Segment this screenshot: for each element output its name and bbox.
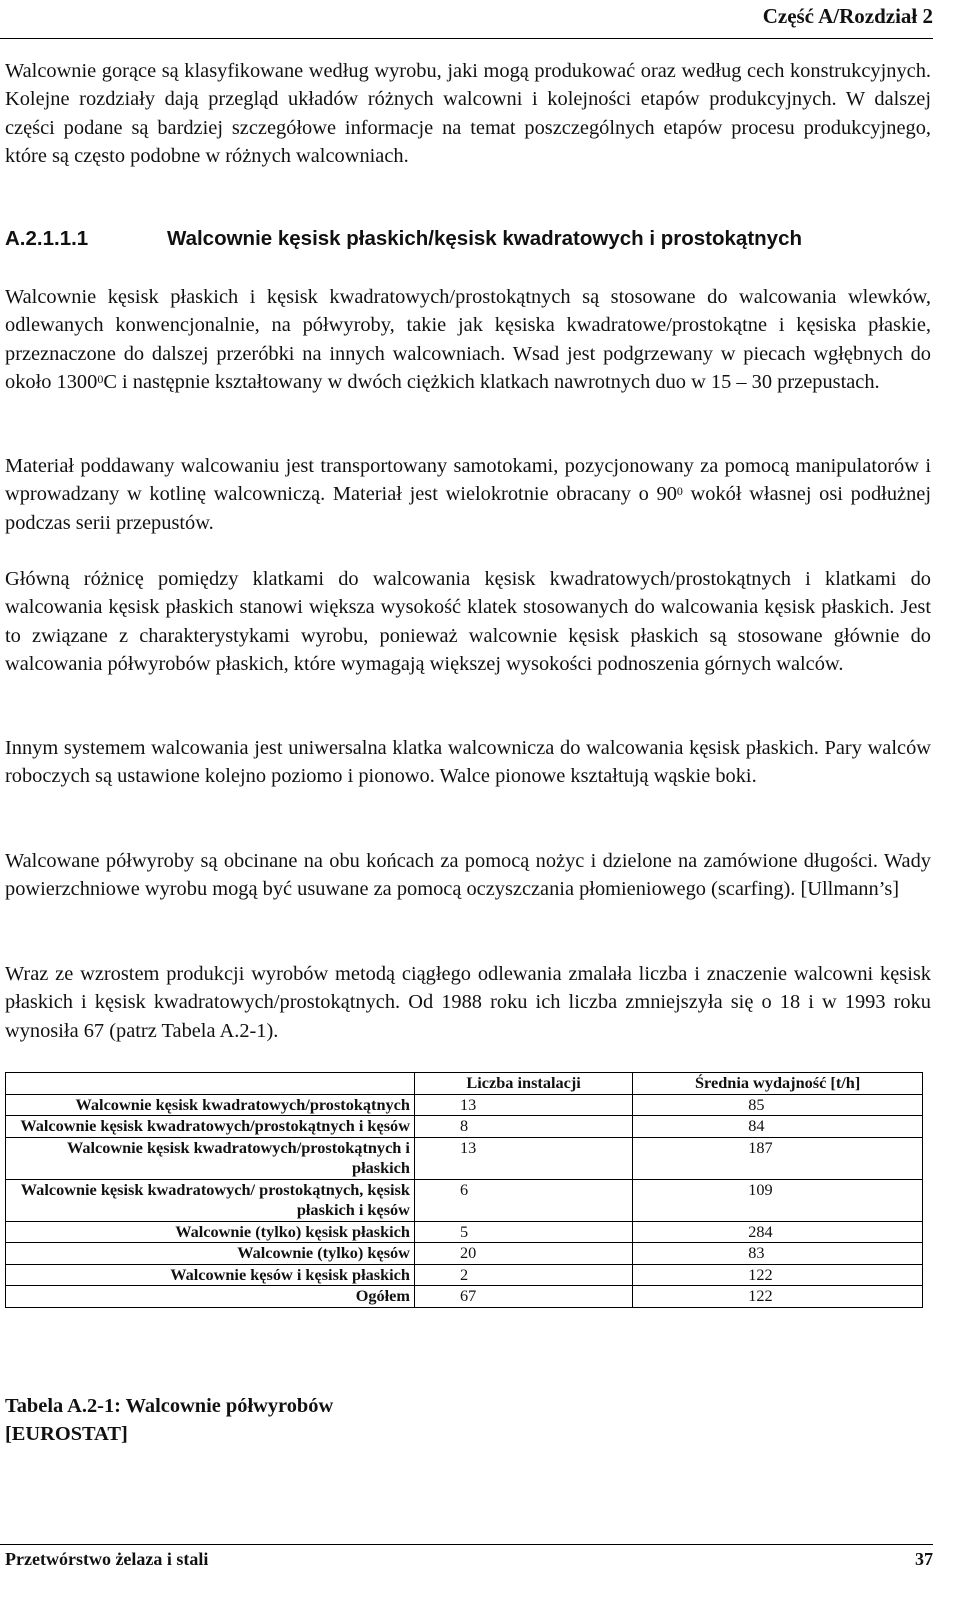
paragraph-slab-mills: Walcownie kęsisk płaskich i kęsisk kwadratowych/prostokątnych są stosowane do walcowania wlewków, odlewanych konwencjonalnie, na półwyroby, takie jak kęsiska kwadratowe/prostokątne i kęsiska płaskie, przeznaczone do dalszej przeróbki na innych walcowniach. Wsad jest podgrzewany w piecach wgłębnych do około 1300$^0$C i następnie kształtowany w dwóch ciężkich klatkach nawrotnych duo w 15 – 30 przepustach. [5,286,931,393]
table-row: Walcownie (tylko) kęsisk płaskich 5 284 [6,1221,923,1243]
page-footer [0,1544,933,1614]
footer-title: Przetwórstwo żelaza i stali [5,1549,209,1569]
paragraph-material: Materiał poddawany walcowaniu jest transportowany samotokami, pozycjonowany za pomocą manipulatorów i wprowadzany w kotlinę walcowniczą. Materiał jest wielokrotnie obracany o $90^0$ wokół własnej osi podłużnej podczas serii przepustów. [5,455,931,534]
table-row: Walcownie kęsisk kwadratowych/prostokątnych i kęsów 8 84 [6,1116,923,1138]
paragraph-statistics: Wraz ze wzrostem produkcji wyrobów metodą ciągłego odlewania zmalała liczba i znaczenie walcowni kęsisk płaskich i kęsisk kwadratowych/prostokątnych. Od 1988 roku ich liczba zmniejszyła się o 18 i w 1993 roku wynosiła 67 (patrz Tabela A.2-1). [5,963,931,1042]
table-header-avg: Średnia wydajność [t/h] [633,1073,923,1095]
paragraph-difference: Główną różnicę pomiędzy klatkami do walcowania kęsisk kwadratowych/prostokątnych i klatkami do walcowania kęsisk płaskich stanowi większa wysokość klatek stosowanych do walcowania kęsisk płaskich. Jest to związane z charakterystykami wyrobu, ponieważ walcownie kęsisk płaskich są stosowane głównie do walcowania półwyrobów płaskich, które wymagają większej wysokości podnoszenia górnych walców. [5,568,931,675]
table-row: Walcownie kęsisk kwadratowych/prostokątnych i płaskich 13 187 [6,1137,923,1179]
page-number: 37 [915,1549,933,1569]
section-heading [5,227,935,251]
chapter-title: Część A/Rozdział 2 [762,4,933,28]
table-row: Walcownie kęsisk kwadratowych/prostokątnych 13 85 [6,1094,923,1116]
section-number: A.2.1.1.1 [5,227,89,250]
mills-table [5,1072,923,1308]
table-row: Walcownie (tylko) kęsów 20 83 [6,1243,923,1265]
paragraph-intro: Walcownie gorące są klasyfikowane według wyrobu, jaki mogą produkować oraz według cech konstrukcyjnych. Kolejne rozdziały dają przegląd układów różnych walcowni i kolejności etapów produkcyjnych. W dalszej części podane są bardziej szczegółowe informacje na temat poszczególnych etapów procesu produkcyjnego, które są często podobne w różnych walcowniach. [5,60,931,167]
table-header-empty [6,1073,415,1095]
section-title: Walcownie kęsisk płaskich/kęsisk kwadratowych i prostokątnych [167,227,802,250]
table-row: Walcownie kęsisk kwadratowych/ prostokątnych, kęsisk płaskich i kęsów 6 109 [6,1179,923,1221]
table-caption: Tabela A.2-1: Walcownie półwyrobów [EUROSTAT] [5,1395,334,1445]
paragraph-universal-stand: Innym systemem walcowania jest uniwersalna klatka walcownicza do walcowania kęsisk płaskich. Pary walców roboczych są ustawione kolejno poziomo i pionowo. Walce pionowe kształtują wąskie boki. [5,737,931,788]
table-header-count: Liczba instalacji [414,1073,632,1095]
table-row: Walcownie kęsów i kęsisk płaskich 2 122 [6,1264,923,1286]
page-header [0,0,933,39]
table-row-total: Ogółem 67 122 [6,1286,923,1308]
paragraph-cutting: Walcowane półwyroby są obcinane na obu końcach za pomocą nożyc i dzielone na zamówione długości. Wady powierzchniowe wyrobu mogą być usuwane za pomocą oczyszczania płomieniowego (scarfing). [Ullmann’s] [5,850,931,901]
table-header-row [6,1073,923,1095]
